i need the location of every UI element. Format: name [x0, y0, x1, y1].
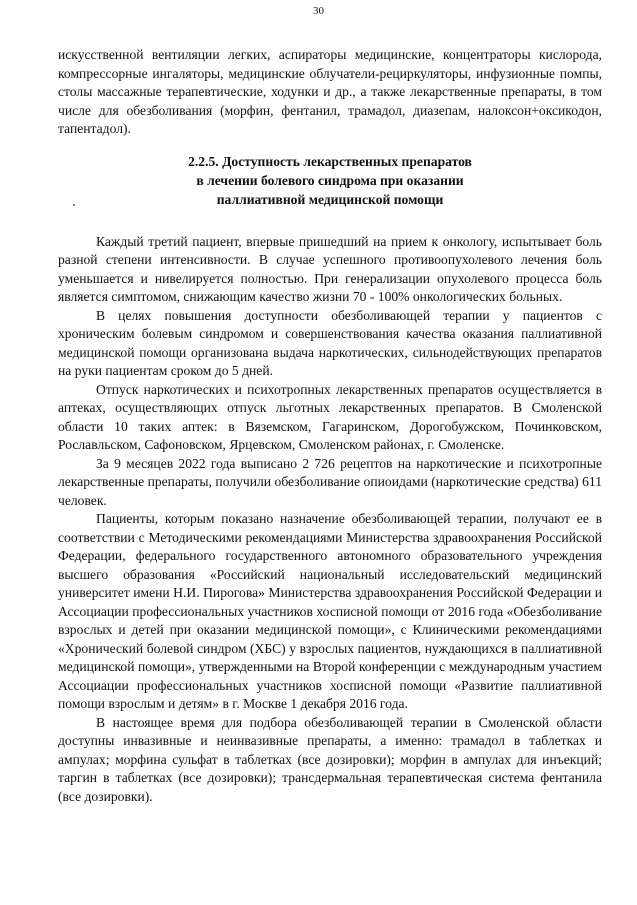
intro-paragraph: искусственной вентиляции легких, аспираторы медицинские, концентраторы кислорода, компрессорные ингаляторы, медицинские облучатели-рециркуляторы, инфузионные помпы, столы массажные терапевтические, ходунки и др., а также лекарственные препараты, в том числе для обезболивания (морфин, фентанил, трамадол, диазепам, налоксон+оксикодон, тапентадол).	[58, 47, 602, 136]
page-number: 30	[313, 5, 324, 17]
section-heading-line-3: паллиативной медицинской помощи	[216, 191, 444, 207]
paragraph-drug-dispensing: В целях повышения доступности обезболивающей терапии у пациентов с хроническим болевым синдромом и совершенствования качества оказания паллиативной медицинской помощи организована выдача наркотических, сильнодействующих препаратов на руки пациентам сроком до 5 дней.	[58, 307, 602, 378]
section-heading-line-1: 2.2.5. Доступность лекарственных препаратов	[188, 153, 472, 169]
section-heading	[58, 152, 602, 209]
page-content	[58, 46, 602, 806]
paragraph-available-drugs: В настоящее время для подбора обезболивающей терапии в Смоленской области доступны инвазивные и неинвазивные препараты, а именно: трамадол в таблетках и ампулах; морфина сульфат в таблетках (все дозировки); морфин в ампулах для инъекций; таргин в таблетках (все дозировки); трансдермальная терапевтическая система фентанила (все дозировки).	[58, 714, 602, 804]
paragraph-pharmacies: Отпуск наркотических и психотропных лекарственных препаратов осуществляется в аптеках, осуществляющих отпуск льготных лекарственных препаратов. В Смоленской области 10 таких аптек: в Вяземском, Гагаринском, Дорогобужском, Починковском, Рославльском, Сафоновском, Ярцевском, Смоленском районах, г. Смоленске.	[58, 381, 602, 452]
paragraph-guidelines: Пациенты, которым показано назначение обезболивающей терапии, получают ее в соответствии с Методическими рекомендациями Министерства здравоохранения Российской Федерации, федерального государственного автономного образовательного учреждения высшего образования «Российский национальный исследовательский медицинский университет имени Н.И. Пирогова» Министерства здравоохранения Российской Федерации и Ассоциации профессиональных участников хосписной помощи от 2016 года «Обезболивание взрослых и детей при оказании медицинской помощи», с Клиническими рекомендациями «Хронический болевой синдром (ХБС) у взрослых пациентов, нуждающихся в паллиативной медицинской помощи», утвержденными на Второй конференции с международным участием Ассоциации профессиональных участников хосписной помощи «Развитие паллиативной помощи взрослым и детям» в г. Москве 1 декабря 2016 года.	[58, 511, 602, 711]
paragraph-prescription-stats: За 9 месяцев 2022 года выписано 2 726 рецептов на наркотические и психотропные лекарственные препараты, получили обезболивание опиоидами (наркотические средства) 611 человек.	[58, 455, 602, 508]
paragraph-pain-prevalence: Каждый третий пациент, впервые пришедший на прием к онкологу, испытывает боль разной степени интенсивности. В случае успешного противоопухолевого лечения боль уменьшается и нивелируется полностью. При генерализации опухолевого процесса боль является симптомом, снижающим качество жизни 70 - 100% онкологических больных.	[58, 233, 602, 304]
section-heading-line-2: в лечении болевого синдрома при оказании	[196, 172, 464, 188]
